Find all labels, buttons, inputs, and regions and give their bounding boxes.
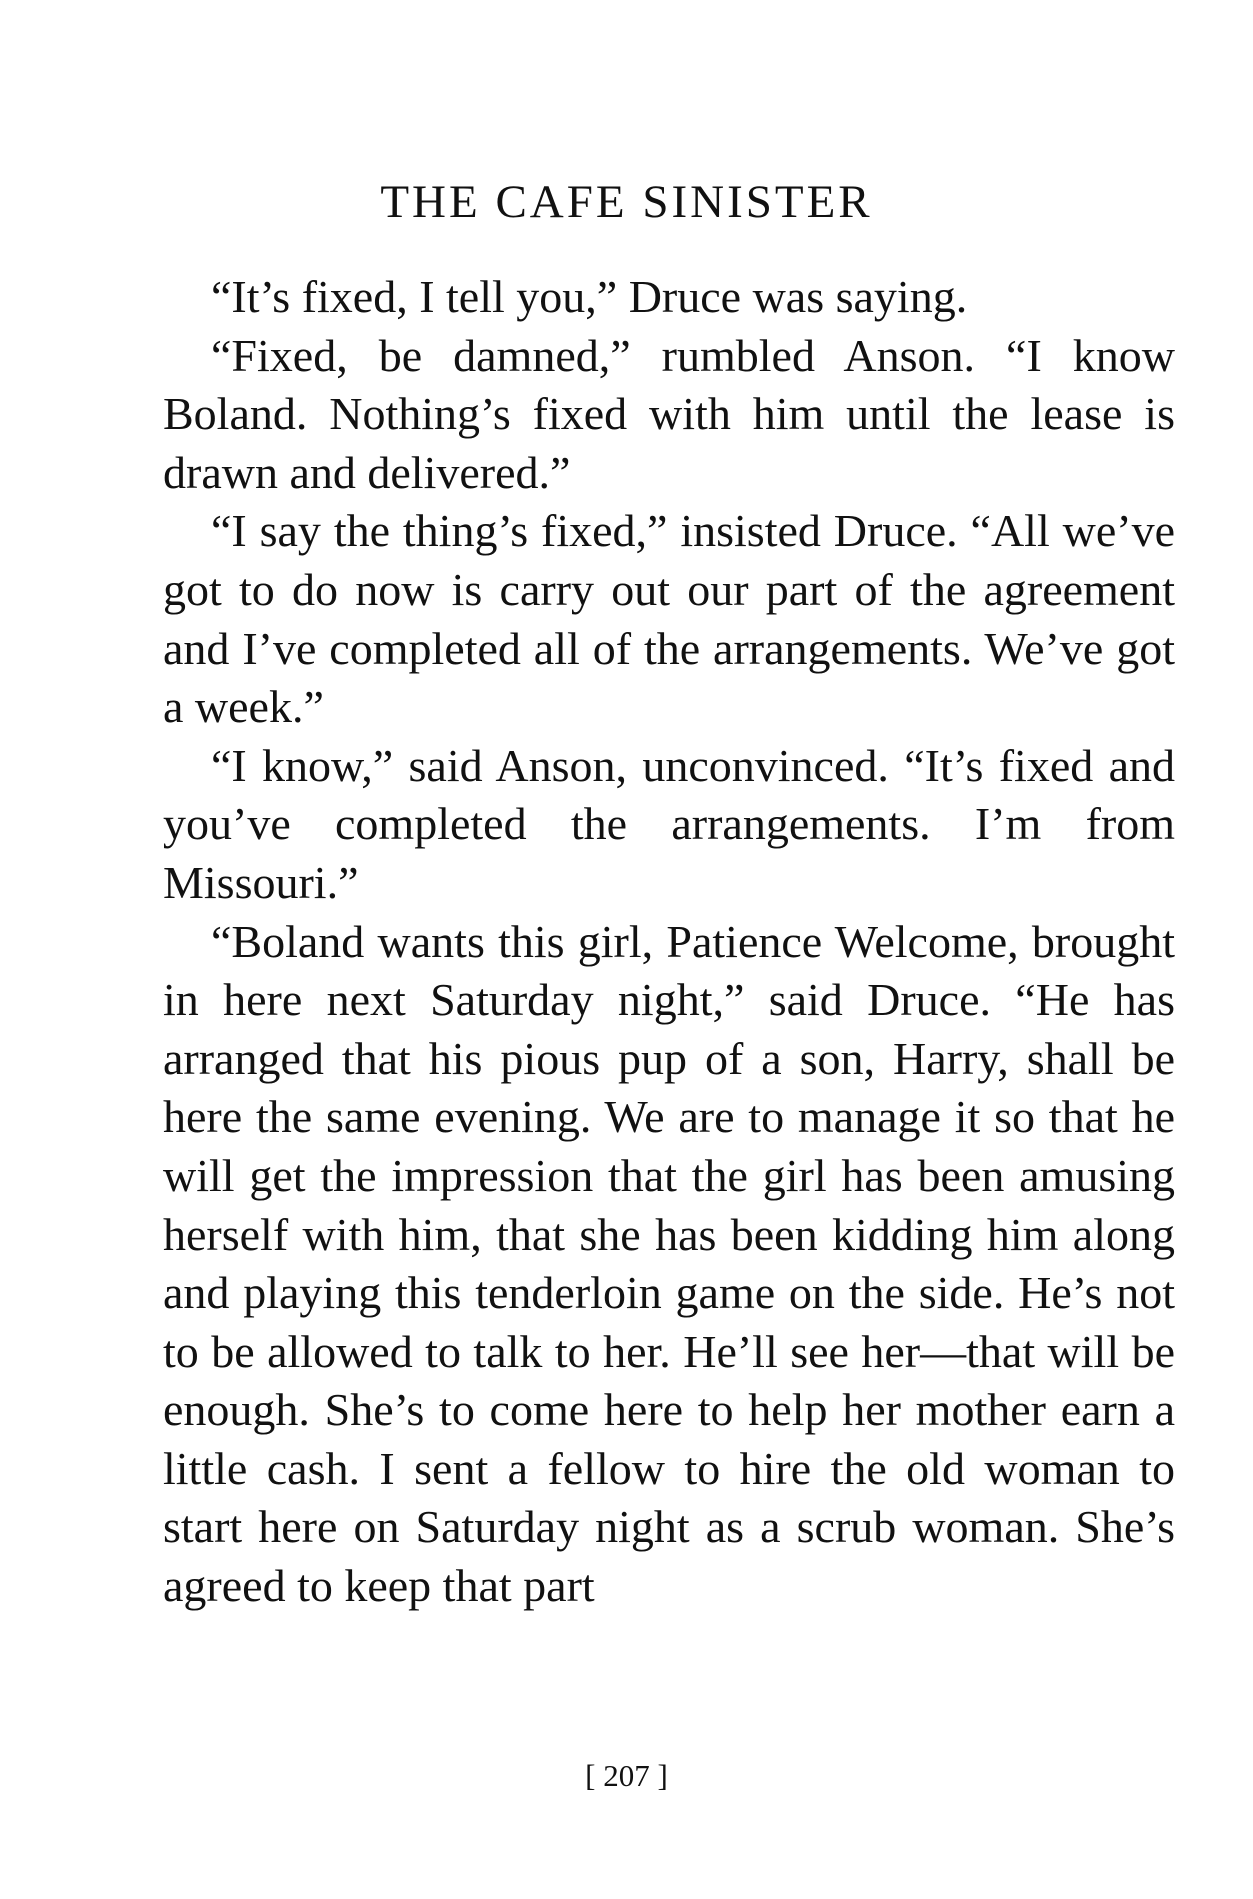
paragraph: “Fixed, be damned,” rumbled Anson. “I know Boland. Nothing’s fixed with him until the lease is drawn and delivered.”	[163, 329, 1175, 498]
body-text	[163, 268, 1175, 1616]
running-head: THE CAFE SINISTER	[380, 176, 873, 228]
page-number: [ 207 ]	[585, 1758, 668, 1793]
paragraph: “Boland wants this girl, Patience Welcome, brought in here next Saturday night,” said Druce. “He has arranged that his pious pup of a son, Harry, shall be here the same evening. We are to manage it so that he will get the impression that the girl has been amusing herself with him, that she has been kidding him along and playing this tenderloin game on the side. He’s not to be allowed to talk to her. He’ll see her—that will be enough. She’s to come here to help her mother earn a little cash. I sent a fellow to hire the old woman to start here on Saturday night as a scrub woman. She’s agreed to keep that part	[163, 915, 1175, 1612]
paragraph: “I say the thing’s fixed,” insisted Druce. “All we’ve got to do now is carry out our part of the agreement and I’ve completed all of the arrangements. We’ve got a week.”	[163, 505, 1175, 733]
paragraph: “It’s fixed, I tell you,” Druce was saying.	[211, 271, 968, 322]
paragraph: “I know,” said Anson, unconvinced. “It’s fixed and you’ve completed the arrangements. I’m from Missouri.”	[163, 739, 1175, 908]
